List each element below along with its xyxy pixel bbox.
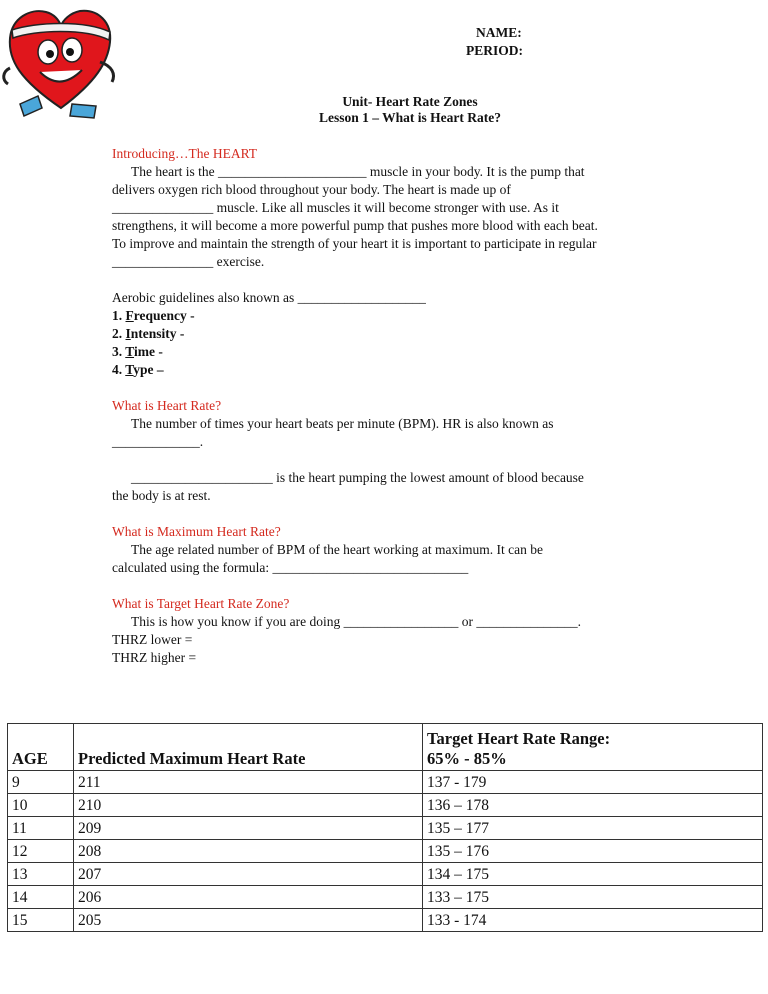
page-title [0,94,768,126]
heart-rate-line: _____________. [112,434,204,449]
intro-heading: Introducing…The HEART [112,146,258,161]
lesson-title: Lesson 1 – What is Heart Rate? [319,110,501,125]
heart-rate-line: the body is at rest. [112,488,211,503]
intro-line: To improve and maintain the strength of your heart it is important to participate in regular [112,236,597,251]
table-row: 14 206 133 – 175 [8,886,763,909]
list-item: 1. Frequency - [112,308,195,323]
heart-rate-table [7,723,763,932]
thrz-lower: THRZ lower = [112,632,193,647]
unit-title: Unit- Heart Rate Zones [342,94,478,109]
list-item: 4. Type – [112,362,164,377]
thrz-higher: THRZ higher = [112,650,197,665]
table-row: 15 205 133 - 174 [8,909,763,932]
table-row: 9 211 137 - 179 [8,771,763,794]
col-age: AGE [8,724,74,771]
aerobic-line: Aerobic guidelines also known as ___________________ [112,290,426,305]
col-max-hr: Predicted Maximum Heart Rate [74,724,423,771]
name-label: NAME: [476,25,522,40]
max-hr-line: calculated using the formula: _____________________________ [112,560,469,575]
table-header [8,724,763,771]
max-hr-heading: What is Maximum Heart Rate? [112,524,281,539]
intro-line: _______________ muscle. Like all muscles it will become stronger with use. As it [112,200,559,215]
list-item: 2. Intensity - [112,326,185,341]
heart-rate-line: _____________________ is the heart pumping the lowest amount of blood because [131,470,584,485]
intro-line: delivers oxygen rich blood throughout your body. The heart is made up of [112,182,511,197]
table-row: 11 209 135 – 177 [8,817,763,840]
period-label: PERIOD: [466,43,523,58]
fitt-list [112,307,657,379]
intro-line: strengthens, it will become a more powerful pump that pushes more blood with each beat. [112,218,598,233]
target-heading: What is Target Heart Rate Zone? [112,596,290,611]
table-row: 10 210 136 – 178 [8,794,763,817]
max-hr-line: The age related number of BPM of the heart working at maximum. It can be [131,542,543,557]
student-info [466,24,523,60]
list-item: 3. Time - [112,344,163,359]
col-target-range: Target Heart Rate Range: 65% - 85% [423,724,763,771]
table-row: 12 208 135 – 176 [8,840,763,863]
intro-line: The heart is the ______________________ muscle in your body. It is the pump that [131,164,585,179]
intro-line: _______________ exercise. [112,254,265,269]
table-row: 13 207 134 – 175 [8,863,763,886]
worksheet-body [112,145,657,667]
target-line: This is how you know if you are doing _________________ or _______________. [131,614,581,629]
heart-rate-line: The number of times your heart beats per minute (BPM). HR is also known as [131,416,554,431]
heart-rate-heading: What is Heart Rate? [112,398,222,413]
